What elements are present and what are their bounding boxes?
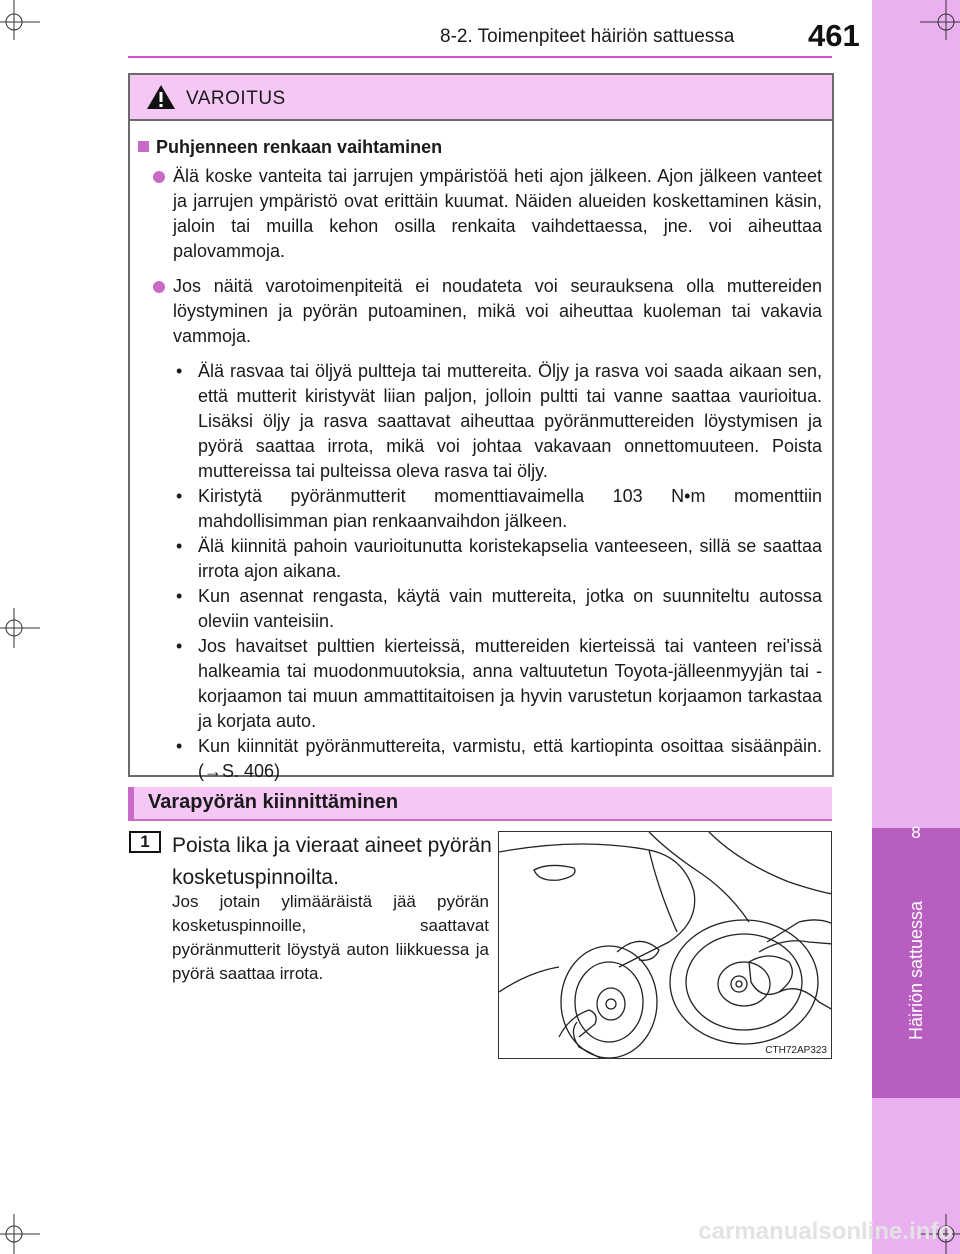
list-item-text: Älä kiinnitä pahoin vaurioitunutta koristekapselia vanteeseen, sillä se saattaa irrota ajon aikana.	[198, 536, 822, 581]
sub-bullet-marker: •	[176, 736, 183, 756]
running-header: 8-2. Toimenpiteet häiriön sattuessa	[440, 26, 735, 47]
sub-bullet-marker: •	[176, 636, 183, 656]
warning-subtitle-text: Puhjenneen renkaan vaihtaminen	[156, 137, 443, 157]
warning-bullet	[138, 164, 822, 264]
bullet-dot-icon	[153, 171, 165, 183]
chapter-number: 8	[911, 823, 921, 842]
sub-bullet-marker: •	[176, 536, 183, 556]
spare-tire-illustration	[498, 831, 832, 1059]
bullet-dot-icon	[153, 281, 165, 293]
square-bullet-icon	[138, 141, 149, 152]
list-item	[173, 584, 822, 634]
wheel-cleaning-drawing	[499, 832, 832, 1059]
step-title: Poista lika ja vieraat aineet pyörän kosketuspinnoilta.	[172, 834, 492, 889]
list-item-text: Jos havaitset pulttien kierteissä, muttereiden kierteissä tai vanteen rei'issä halkeamia tai muodonmuutoksia, anna valtuutetun Toyota-jälleenmyyjän tai -korjaamon tai muun ammattitaitoisen ja hyvin varustetun korjaamon tarkastaa ja korjata auto.	[198, 636, 822, 731]
chapter-title: Häiriön sattuessa	[906, 900, 926, 1040]
list-item	[173, 359, 822, 484]
list-item-text: Kun kiinnität pyöränmuttereita, varmistu, että kartiopinta osoittaa sisäänpäin. (→S. 406)	[198, 736, 822, 781]
warning-bullet-text: Älä koske vanteita tai jarrujen ympäristöä heti ajon jälkeen. Ajon jälkeen vanteet ja jarrujen ympäristö ovat erittäin kuumat. Näiden alueiden koskettaminen käsin, jaloin tai muilla kehon osilla renkaita vaihdettaessa, jne. voi aiheuttaa palovammoja.	[173, 166, 822, 261]
list-item-text: Kun asennat rengasta, käytä vain muttereita, jotka on suunniteltu autossa oleviin vanteisiin.	[198, 586, 822, 631]
step-body: Jos jotain ylimääräistä jää pyörän kosketuspinnoille, saattavat pyöränmutterit löystyä auton liikkuessa ja pyörä saattaa irrota.	[172, 892, 489, 983]
section-title: Varapyörän kiinnittäminen	[148, 791, 399, 813]
watermark	[683, 1206, 953, 1248]
header-rule	[128, 56, 832, 58]
warning-triangle-icon	[146, 84, 176, 115]
section-rule	[128, 819, 832, 821]
warning-box	[128, 73, 834, 781]
warning-body	[130, 121, 832, 784]
sub-bullet-marker: •	[176, 361, 183, 381]
crop-mark-top-right	[920, 0, 960, 40]
list-item-text: Kiristytä pyöränmutterit momenttiavaimella 103 N•m momenttiin mahdollisimman pian renkaanvaihdon jälkeen.	[198, 486, 822, 531]
list-item	[173, 634, 822, 734]
illustration-code: CTH72AP323	[765, 1045, 827, 1056]
warning-title: VAROITUS	[186, 88, 286, 109]
section-heading	[128, 787, 832, 819]
list-item	[173, 734, 822, 784]
page-number: 461	[808, 18, 860, 53]
crop-mark-left-middle	[0, 608, 40, 648]
crop-mark-bottom-left	[0, 1214, 40, 1254]
warning-bullet	[138, 274, 822, 349]
crop-mark-top-left	[0, 0, 40, 40]
list-item	[173, 484, 822, 534]
watermark-text: carmanualsonline.info	[698, 1218, 953, 1245]
warning-subtitle	[138, 135, 822, 160]
list-item	[173, 534, 822, 584]
sub-bullet-marker: •	[176, 586, 183, 606]
warning-sub-list	[138, 359, 822, 784]
warning-header	[130, 75, 832, 121]
list-item-text: Älä rasvaa tai öljyä pultteja tai muttereita. Öljy ja rasva voi saada aikaan sen, että mutterit kiristyvät liian paljon, jolloin pultti tai vanne saattaa vaurioitua. Lisäksi öljy ja rasva saattavat aiheuttaa pyöränmuttereiden löystymisen ja pyörä saattaa irrota, mikä voi johtaa vakavaan onnettomuuteen. Poista muttereissa tai pulteissa oleva rasva tai öljy.	[198, 361, 822, 481]
step-number: 1	[129, 831, 161, 853]
sub-bullet-marker: •	[176, 486, 183, 506]
warning-bullet-text: Jos näitä varotoimenpiteitä ei noudateta voi seurauksena olla muttereiden löystyminen ja pyörän putoaminen, mikä voi aiheuttaa kuoleman tai vakavia vammoja.	[173, 276, 822, 346]
